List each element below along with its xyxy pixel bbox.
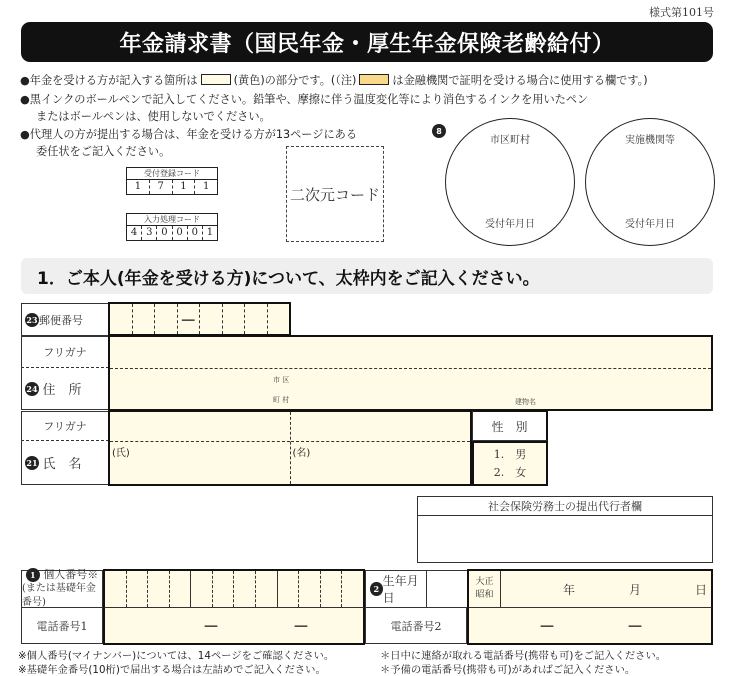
- phone1-input[interactable]: [103, 607, 365, 645]
- label-subtext: (または基礎年金番号): [22, 583, 96, 608]
- badge-1-icon: 1: [26, 568, 40, 582]
- digit-cell[interactable]: [105, 571, 126, 607]
- qr-code-label: 二次元コード: [289, 185, 380, 204]
- address-block: [108, 335, 713, 411]
- address-furigana-input[interactable]: [110, 337, 711, 369]
- furigana-label: フリガナ: [43, 346, 87, 359]
- stamp-top-label: 市区町村: [490, 135, 530, 146]
- reception-code-label: 受付登録コード: [127, 168, 217, 180]
- given-name-column: [290, 412, 471, 484]
- phone1-label: 電話番号1: [21, 608, 103, 644]
- building-label: 建物名: [515, 398, 536, 406]
- label-text: 氏 名: [42, 457, 82, 472]
- code-digit: 0: [187, 226, 202, 240]
- postal-digit-cell[interactable]: [244, 304, 267, 334]
- code-digit: 4: [130, 227, 138, 238]
- date-fields[interactable]: [501, 571, 711, 607]
- surname-furigana-input[interactable]: [110, 412, 290, 442]
- instruction-text: (黄色)の部分です。(（注): [233, 74, 357, 87]
- label-text: 生年月日: [382, 574, 419, 605]
- stamp-bottom-label: 受付年月日: [485, 219, 535, 230]
- postal-digit-cell[interactable]: [154, 304, 177, 334]
- digit-cell[interactable]: [277, 571, 299, 607]
- code-digit: 1: [172, 180, 195, 194]
- phone1-dash-2: －: [293, 617, 310, 636]
- phone2-input[interactable]: [467, 607, 713, 645]
- agent-box-label: 社会保険労務士の提出代行者欄: [418, 497, 712, 516]
- gender-option-male[interactable]: 1. 男: [493, 447, 527, 461]
- city-ward-label: 市 区: [273, 376, 290, 384]
- footnote-right-2: ＊予備の電話番号(携帯も可)があればご記入ください。: [380, 664, 636, 676]
- footnote-right-1: ＊日中に連絡が取れる電話番号(携帯も可)をご記入ください。: [380, 650, 667, 662]
- postal-digit-cell[interactable]: [199, 304, 222, 334]
- badge-21-icon: 21: [26, 457, 38, 468]
- yellow-swatch: [201, 74, 231, 85]
- badge-8-icon: 8: [432, 124, 446, 138]
- personal-number-input[interactable]: [103, 569, 365, 609]
- instruction-line-1: [20, 74, 648, 88]
- gender-select[interactable]: [472, 441, 548, 486]
- day-label: 日: [694, 582, 707, 597]
- digit-cell[interactable]: [255, 571, 277, 607]
- digit-cell[interactable]: [147, 571, 169, 607]
- page-title: 年金請求書（国民年金・厚生年金保険老齢給付）: [21, 22, 713, 62]
- label-text: 郵便番号: [39, 313, 83, 327]
- code-digit: 7: [149, 180, 172, 194]
- postal-code-label: [21, 303, 109, 336]
- given-furigana-input[interactable]: [291, 412, 471, 442]
- surname-input[interactable]: [110, 442, 290, 484]
- agency-stamp-circle: [585, 118, 715, 246]
- phone2-label: 電話番号2: [365, 608, 467, 644]
- address-label: [21, 368, 109, 410]
- given-name-input[interactable]: [291, 442, 471, 484]
- label-text: 個人番号※: [43, 568, 99, 581]
- footnote-left-2: ※基礎年金番号(10桁)で届出する場合は左詰めでご記入ください。: [18, 664, 326, 676]
- surname-label: (氏): [112, 448, 130, 459]
- footnote-left-1: ※個人番号(マイナンバー)については、14ページをご確認ください。: [18, 650, 335, 662]
- phone2-dash-1: －: [539, 617, 556, 636]
- digit-cell[interactable]: [320, 571, 342, 607]
- section-1-heading: 1．ご本人(年金を受ける方)について、太枠内をご記入ください。: [21, 258, 713, 294]
- reception-code-box: [126, 167, 218, 195]
- address-input[interactable]: [110, 369, 711, 411]
- digit-cell[interactable]: [190, 571, 212, 607]
- postal-dash: －: [177, 304, 200, 334]
- name-block: [108, 410, 472, 486]
- given-name-label: (名): [292, 448, 311, 459]
- gender-option-female[interactable]: 2. 女: [493, 465, 527, 479]
- birthdate-label: [365, 570, 427, 608]
- code-digit: 1: [202, 226, 217, 240]
- era-option-showa[interactable]: 昭和: [475, 590, 494, 600]
- instruction-text: ●年金を受ける方が記入する箇所は: [20, 74, 198, 87]
- year-label: 年: [563, 582, 576, 597]
- municipal-stamp-circle: [445, 118, 575, 246]
- instruction-line-4: ●代理人の方が提出する場合は、年金を受ける方が13ページにある: [20, 128, 358, 141]
- instruction-line-2: ●黒インクのボールペンで記入してください。鉛筆や、摩擦に伴う温度変化等により消色するインクを用いたペン: [20, 93, 589, 106]
- digit-cell[interactable]: [212, 571, 234, 607]
- form-number: 様式第101号: [649, 6, 714, 19]
- digit-cell[interactable]: [169, 571, 191, 607]
- gender-label: 性 別: [472, 410, 548, 441]
- name-label: [21, 441, 109, 485]
- personal-number-label: [21, 570, 103, 608]
- code-digit: 1: [194, 180, 217, 194]
- phone2-dash-2: －: [627, 617, 644, 636]
- badge-24-icon: 24: [26, 383, 38, 394]
- instruction-line-5: 委任状をご記入ください。: [36, 145, 171, 158]
- address-furigana-label-cell: [21, 336, 109, 368]
- name-furigana-label: フリガナ: [21, 411, 109, 441]
- month-label: 月: [629, 582, 642, 597]
- agent-box: [417, 496, 713, 563]
- input-code-label: 入力処理コード: [127, 214, 217, 226]
- town-village-label: 町 村: [273, 396, 290, 404]
- digit-cell[interactable]: [298, 571, 320, 607]
- era-select[interactable]: [469, 571, 501, 607]
- phone1-dash-1: －: [203, 617, 220, 636]
- input-code-box: [126, 213, 218, 241]
- postal-digit-cell[interactable]: [267, 304, 290, 334]
- code-digit: 0: [172, 226, 187, 240]
- era-option-taisho[interactable]: 大正: [475, 577, 494, 587]
- qr-code-area: [286, 146, 384, 242]
- orange-swatch: [359, 74, 389, 85]
- stamp-bottom-label: 受付年月日: [625, 219, 675, 230]
- postal-digit-cell[interactable]: [132, 304, 155, 334]
- code-digit: 0: [156, 226, 171, 240]
- birthdate-input[interactable]: [467, 569, 713, 609]
- label-text: 住 所: [42, 383, 82, 398]
- digit-cell[interactable]: [341, 571, 363, 607]
- instruction-line-3: またはボールペンは、使用しないでください。: [36, 110, 271, 123]
- digit-cell[interactable]: [126, 571, 148, 607]
- agent-box-input[interactable]: [418, 516, 712, 562]
- postal-code-input[interactable]: [108, 302, 291, 336]
- birthdate-label-extension: [427, 570, 467, 608]
- badge-2-icon: 2: [370, 582, 383, 596]
- digit-cell[interactable]: [233, 571, 255, 607]
- surname-column: [110, 412, 290, 484]
- code-digit: 3: [141, 226, 156, 240]
- badge-23-icon: 23: [26, 314, 38, 325]
- code-digit: 1: [134, 181, 142, 192]
- instruction-text: は金融機関で証明を受ける場合に使用する欄です。): [392, 74, 648, 87]
- postal-digit-cell[interactable]: [222, 304, 245, 334]
- stamp-top-label: 実施機関等: [625, 135, 675, 146]
- postal-digit-cell[interactable]: [110, 304, 132, 334]
